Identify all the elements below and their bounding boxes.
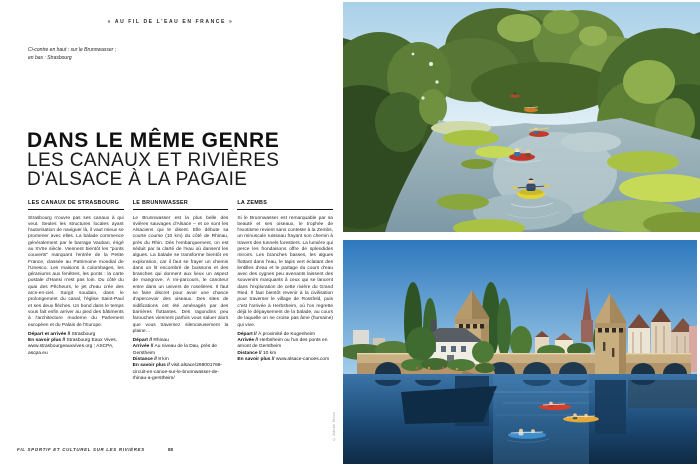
page-number: 88 (168, 447, 173, 452)
info-value: À proximité de Kogenheim (258, 331, 315, 337)
info-value: www.alsace-canoes.com (275, 357, 330, 363)
info-arrivee (237, 338, 333, 351)
column-zembs (237, 200, 333, 382)
left-page (0, 0, 341, 469)
info-label: Distance // (132, 357, 157, 363)
info-value: visit.alsace/269001768-circuit-en-canoe-sur-le-brunnwasser-de-rhinau-a-gerstheim/ (132, 363, 223, 381)
column-heading: LES CANAUX DE STRASBOURG (28, 200, 124, 210)
photo-caption (28, 47, 158, 62)
info-value: 8 km (158, 357, 169, 363)
info-value: Herbsheim ou l'un des ponts en amont de Gerstheim (237, 338, 328, 350)
column-heading: LE BRUNNWASSER (133, 200, 229, 210)
column-infos (28, 332, 124, 357)
river-photo-illustration (343, 2, 700, 232)
info-label: Départ // (237, 331, 257, 337)
info-label: En savoir plus // (28, 338, 66, 344)
article-title-main: DANS LE MÊME GENRE (27, 129, 280, 152)
info-value: Au niveau de la Dau, près de Gerstheim (132, 344, 217, 356)
info-en-savoir-plus (28, 338, 124, 357)
column-brunnwasser (133, 200, 229, 382)
column-heading: LA ZEMBS (237, 200, 333, 210)
info-en-savoir-plus (133, 363, 229, 382)
section-kicker: « AU FIL DE L'EAU EN FRANCE » (107, 19, 234, 25)
info-arrivee (133, 344, 229, 357)
column-body: Strasbourg n'ouvre pas ses canaux à qui veut. Seules les structures locales ayant l'autorisation de naviguer là, il vaut mieux se promener avec elles. La balade commence généralement par le barrage Vauban, érigé au XVIIe siècle. Viennent bientôt les “ponts couverts” marquant l'entrée de la Petite France, classée au Patrimoine mondial de l'Unesco. Les maisons à colombages, les géraniums aux fenêtres, les ponts : la carte postale d'Hansi n'est pas loin. Du côté du quai des Pêcheurs, le jet d'eau crée des arcs-en-ciel. Surgit soudain, dans le prolongement du canal, l'église Saint-Paul et ses deux flèches. Un bond dans le temps vous fait enfin arriver au pied des bâtiments à l'architecture moderne du Parlement européen et du Palais de l'Europe. (28, 215, 124, 328)
info-label: Arrivée // (237, 338, 259, 344)
column-body: Si le Brunnwasser est remarquable par sa beauté et ses oiseaux, le trophée de l'exotisme revient sans conteste à la Zembs, un minuscule ruisseau frayant son chemin à travers des tunnels forestiers. La lumière qui perce les frondaisons offre de splendides miroirs. Les branches basses, les algues flottant dans l'eau, le tapis vert éclatant des lentilles d'eau et le partage du cours d'eau avec des cygnes peu avenants laissent des souvenirs marquants à ceux qui se lancent dans l'exploration de cette rivière du Grand Ried. Il faut bientôt revenir à la civilisation pour traverser le village de Rossfeld, puis c'est l'arrivée à Herbsheim, où l'on regrette déjà le dépaysement de la balade, au cours de laquelle on ne croise pas âme (humaine) qui vive. (237, 215, 334, 328)
info-label: En savoir plus // (132, 363, 170, 369)
info-en-savoir-plus (237, 357, 333, 363)
river-canoe-photo (343, 2, 700, 232)
column-canaux-strasbourg (28, 200, 124, 382)
column-body: Le Brunnwasser est la plus belle des rivières sauvages d'Alsace – et ce sont les Alsaciens qui le disent. Elle débute sa courte course (10 km) du côté de Rhinau, près du Rhin. Dès l'embarquement, on est séduit par la clarté de l'eau où dansent les algues. La balade se transforme bientôt en exploration, car il faut se frayer un chemin dans un lit encombré de buissons et des branches qui donnent aux lieux un aspect de mangrove. À mi-parcours, le canoteur entre dans un univers de roselières. Il faut se faire discret pour avoir une chance d'apercevoir des oiseaux. Des sites de nidifications ont été aménagés par des barrières flottantes. Des ragondins peu farouches viennent parfois vous saluer alors que vous traversez silencieusement la plaine… (132, 215, 229, 334)
article-title-sub1: LES CANAUX ET RIVIÈRES (27, 150, 280, 171)
photo-credit: © Adobe Stock (332, 411, 336, 441)
info-label: Distance // (237, 350, 262, 356)
article-title-sub2: D'ALSACE À LA PAGAIE (27, 168, 248, 190)
strasbourg-photo (343, 240, 697, 464)
info-label: Départ // (132, 338, 153, 344)
strasbourg-photo-illustration (343, 240, 697, 464)
info-value: Strasbourg Eaux Vives, www.strasbourgeauxvives.org ; ASCPA, ascpa.eu (28, 338, 118, 356)
info-label: Départ et arrivée // (28, 331, 71, 337)
article-title (27, 129, 327, 189)
info-value: 10 km (262, 350, 277, 356)
info-label: Arrivée // (132, 344, 154, 350)
info-value: Strasbourg (71, 331, 96, 337)
running-footer (17, 447, 337, 452)
article-columns (28, 200, 333, 382)
footer-text: FIL SPORTIF ET CULTUREL SUR LES RIVIÈRES (17, 447, 145, 452)
column-infos (237, 332, 333, 363)
info-label: En savoir plus // (237, 357, 275, 363)
column-infos (133, 338, 229, 382)
info-value: Rhinau (153, 338, 169, 344)
photo-caption-line2: en bas : Strasbourg (28, 54, 72, 61)
photo-caption-line1: Ci-contre en haut : sur le Brunnwasser ; (28, 47, 117, 53)
